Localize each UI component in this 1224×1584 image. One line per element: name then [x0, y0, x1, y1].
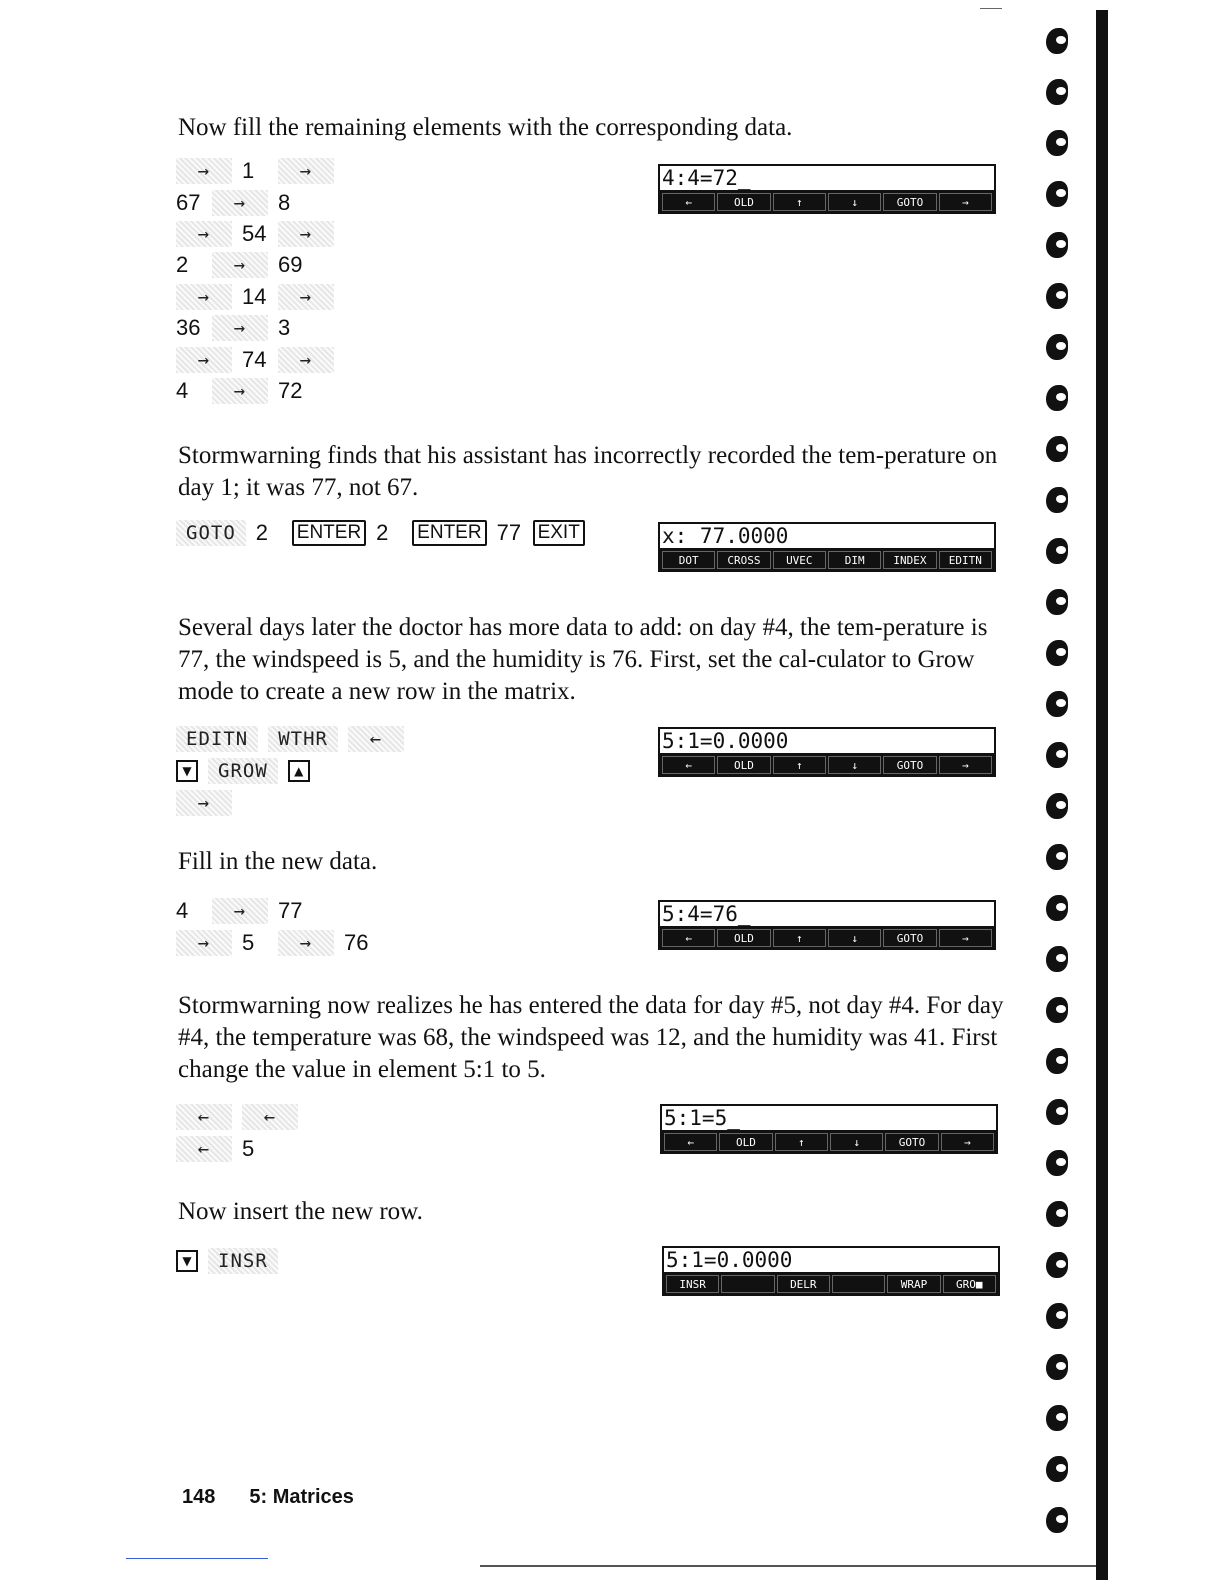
- key-row-5: [176, 282, 334, 312]
- entry-value: 54: [242, 221, 267, 246]
- menu-bar: [662, 1272, 1000, 1296]
- menu-up[interactable]: ↑: [775, 1133, 828, 1151]
- menu-goto[interactable]: GOTO: [885, 1133, 938, 1151]
- binding-ring: [1046, 385, 1068, 411]
- right-arrow-key[interactable]: →: [278, 930, 334, 956]
- menu-right[interactable]: →: [939, 929, 992, 947]
- menu-blank-1[interactable]: [721, 1275, 774, 1293]
- key-row-insr: [176, 1246, 278, 1276]
- entry-value: 4: [176, 898, 189, 923]
- chapter-title: 5: Matrices: [249, 1486, 354, 1508]
- menu-bar: [658, 548, 996, 572]
- right-arrow-key[interactable]: →: [212, 252, 268, 278]
- right-arrow-key[interactable]: →: [212, 378, 268, 404]
- editn-softkey[interactable]: EDITN: [176, 726, 258, 752]
- binding-ring: [1046, 793, 1068, 819]
- key-row-editn: [176, 724, 404, 754]
- menu-bar: [658, 190, 996, 214]
- entry-value: 2: [255, 520, 269, 545]
- paragraph-insert-row: Now insert the new row.: [178, 1198, 423, 1225]
- binding-ring: [1046, 1252, 1068, 1278]
- menu-uvec[interactable]: UVEC: [773, 551, 826, 569]
- menu-left[interactable]: ←: [662, 193, 715, 211]
- entry-value: 5: [242, 930, 255, 955]
- right-arrow-key[interactable]: →: [212, 190, 268, 216]
- binding-ring: [1046, 997, 1068, 1023]
- menu-bar: [658, 926, 996, 950]
- entry-value: 74: [242, 347, 267, 372]
- binding-ring: [1046, 946, 1068, 972]
- menu-up[interactable]: ↑: [773, 193, 826, 211]
- paragraph-fill-new-data: Fill in the new data.: [178, 848, 378, 875]
- right-arrow-key[interactable]: →: [278, 158, 334, 184]
- menu-down[interactable]: ↓: [828, 193, 881, 211]
- menu-editn[interactable]: EDITN: [939, 551, 992, 569]
- key-row-new-2: [176, 928, 370, 958]
- binding-ring: [1046, 232, 1068, 258]
- display-line: 4:4=72_: [658, 164, 996, 190]
- left-arrow-key[interactable]: ←: [176, 1104, 232, 1130]
- menu-wrap[interactable]: WRAP: [887, 1275, 940, 1293]
- binding-ring: [1046, 1150, 1068, 1176]
- menu-right[interactable]: →: [939, 193, 992, 211]
- menu-bar: [660, 1130, 998, 1154]
- calculator-display-3: [658, 727, 996, 777]
- key-row-goto: [176, 518, 585, 548]
- entry-value: 1: [242, 158, 255, 183]
- display-line: 5:1=5_: [660, 1104, 998, 1130]
- menu-down[interactable]: ↓: [828, 756, 881, 774]
- menu-goto[interactable]: GOTO: [883, 929, 936, 947]
- paragraph-incorrect-temperature: Stormwarning finds that his assistant has incorrectly recorded the tem-perature on day 1; it was 77, not 67.: [178, 442, 998, 501]
- key-row-4: [176, 250, 304, 280]
- binding-ring: [1046, 1507, 1068, 1533]
- key-row-3: [176, 219, 334, 249]
- calculator-display-2: [658, 522, 996, 572]
- entry-value: 77: [278, 898, 303, 923]
- up-triangle-key[interactable]: ▲: [288, 760, 310, 782]
- key-row-2: [176, 188, 304, 218]
- menu-old[interactable]: OLD: [717, 756, 770, 774]
- right-arrow-key[interactable]: →: [176, 158, 232, 184]
- left-arrow-key[interactable]: ←: [348, 726, 404, 752]
- key-row-left-1: [176, 1102, 298, 1132]
- display-line: 5:4=76_: [658, 900, 996, 926]
- binding-ring: [1046, 742, 1068, 768]
- page-number: 148: [182, 1486, 216, 1508]
- right-arrow-key[interactable]: →: [176, 221, 232, 247]
- menu-grow[interactable]: GRO■: [943, 1275, 996, 1293]
- down-triangle-key[interactable]: ▼: [176, 760, 198, 782]
- paragraph-realizes-day5: Stormwarning now realizes he has entered the data for day #5, not day #4. For day #4, the temperature was 68, the windspeed was 12, and the humidity was 41. First change the value in element 5:1 to 5.: [178, 992, 1004, 1083]
- binding-ring: [1046, 1048, 1068, 1074]
- key-row-grow: [176, 756, 310, 786]
- key-row-6: [176, 313, 304, 343]
- key-row-left-2: [176, 1134, 268, 1164]
- binding-ring: [1046, 844, 1068, 870]
- binding-ring: [1046, 691, 1068, 717]
- binding-spine: [1096, 10, 1108, 1580]
- entry-value: 2: [376, 520, 389, 545]
- key-row-arrow: [176, 788, 232, 818]
- bottom-blue-rule: [126, 1558, 268, 1559]
- menu-down[interactable]: ↓: [830, 1133, 883, 1151]
- menu-up[interactable]: ↑: [773, 756, 826, 774]
- page-footer: [182, 1486, 354, 1509]
- menu-up[interactable]: ↑: [773, 929, 826, 947]
- entry-value: 67: [176, 190, 201, 215]
- down-triangle-key[interactable]: ▼: [176, 1250, 198, 1272]
- binding-ring: [1046, 28, 1068, 54]
- binding-ring: [1046, 1099, 1068, 1125]
- calculator-display-6: [662, 1246, 1000, 1296]
- menu-index[interactable]: INDEX: [883, 551, 936, 569]
- binding-ring: [1046, 283, 1068, 309]
- menu-cross[interactable]: CROSS: [717, 551, 770, 569]
- key-row-8: [176, 376, 304, 406]
- calculator-display-4: [658, 900, 996, 950]
- key-row-7: [176, 345, 334, 375]
- menu-left[interactable]: ←: [662, 929, 715, 947]
- wthr-softkey[interactable]: WTHR: [268, 726, 338, 752]
- right-arrow-key[interactable]: →: [212, 898, 268, 924]
- menu-left[interactable]: ←: [664, 1133, 717, 1151]
- left-arrow-key[interactable]: ←: [242, 1104, 298, 1130]
- menu-insr[interactable]: INSR: [666, 1275, 719, 1293]
- right-arrow-key[interactable]: →: [278, 347, 334, 373]
- entry-value: 4: [176, 378, 189, 403]
- right-arrow-key[interactable]: →: [176, 930, 232, 956]
- menu-goto[interactable]: GOTO: [883, 756, 936, 774]
- entry-value: 69: [278, 252, 303, 277]
- binding-ring: [1046, 895, 1068, 921]
- menu-down[interactable]: ↓: [828, 929, 881, 947]
- insr-softkey[interactable]: INSR: [208, 1248, 278, 1274]
- paragraph-fill-remaining: Now fill the remaining elements with the corresponding data.: [178, 114, 793, 141]
- binding-ring: [1046, 79, 1068, 105]
- right-arrow-key[interactable]: →: [278, 284, 334, 310]
- binding-ring: [1046, 487, 1068, 513]
- display-line: x: 77.0000: [658, 522, 996, 548]
- entry-value: 77: [496, 520, 522, 545]
- binding-ring: [1046, 1354, 1068, 1380]
- menu-bar: [658, 753, 996, 777]
- key-row-new-1: [176, 896, 304, 926]
- enter-key[interactable]: ENTER: [412, 520, 486, 546]
- binding-ring: [1046, 436, 1068, 462]
- menu-old[interactable]: OLD: [717, 929, 770, 947]
- binding-ring: [1046, 1303, 1068, 1329]
- binding-ring: [1046, 640, 1068, 666]
- binding-ring: [1046, 130, 1068, 156]
- menu-left[interactable]: ←: [662, 756, 715, 774]
- key-row-1: [176, 156, 334, 186]
- right-arrow-key[interactable]: →: [212, 315, 268, 341]
- entry-value: 36: [176, 315, 201, 340]
- menu-right[interactable]: →: [941, 1133, 994, 1151]
- calculator-display-5: [660, 1104, 998, 1154]
- paragraph-more-data: Several days later the doctor has more data to add: on day #4, the tem-perature is 77, the windspeed is 5, and the humidity is 76. First, set the cal-culator to Grow mode to create a new row in the matrix.: [178, 614, 988, 705]
- right-arrow-key[interactable]: →: [176, 347, 232, 373]
- binding-ring: [1046, 538, 1068, 564]
- binding-ring: [1046, 589, 1068, 615]
- binding-ring: [1046, 1201, 1068, 1227]
- entry-value: 76: [344, 930, 369, 955]
- right-arrow-key[interactable]: →: [176, 790, 232, 816]
- menu-old[interactable]: OLD: [719, 1133, 772, 1151]
- menu-goto[interactable]: GOTO: [883, 193, 936, 211]
- menu-right[interactable]: →: [939, 756, 992, 774]
- top-rule: [980, 8, 1002, 9]
- menu-dim[interactable]: DIM: [828, 551, 881, 569]
- calculator-display-1: [658, 164, 996, 214]
- entry-value: 72: [278, 378, 303, 403]
- entry-value: 8: [278, 190, 291, 215]
- grow-softkey[interactable]: GROW: [208, 758, 278, 784]
- entry-value: 2: [176, 252, 189, 277]
- entry-value: 5: [242, 1136, 255, 1161]
- binding-ring: [1046, 181, 1068, 207]
- binding-ring: [1046, 334, 1068, 360]
- right-arrow-key[interactable]: →: [278, 221, 334, 247]
- entry-value: 14: [242, 284, 267, 309]
- menu-delr[interactable]: DELR: [777, 1275, 830, 1293]
- enter-key[interactable]: ENTER: [292, 520, 366, 546]
- menu-blank-2[interactable]: [832, 1275, 885, 1293]
- bottom-rule: [480, 1565, 1100, 1567]
- right-arrow-key[interactable]: →: [176, 284, 232, 310]
- menu-dot[interactable]: DOT: [662, 551, 715, 569]
- exit-key[interactable]: EXIT: [533, 520, 585, 546]
- display-line: 5:1=0.0000: [658, 727, 996, 753]
- display-line: 5:1=0.0000: [662, 1246, 1000, 1272]
- menu-old[interactable]: OLD: [717, 193, 770, 211]
- entry-value: 3: [278, 315, 291, 340]
- goto-softkey[interactable]: GOTO: [176, 520, 246, 546]
- binding-ring: [1046, 1405, 1068, 1431]
- binding-ring: [1046, 1456, 1068, 1482]
- left-arrow-key[interactable]: ←: [176, 1136, 232, 1162]
